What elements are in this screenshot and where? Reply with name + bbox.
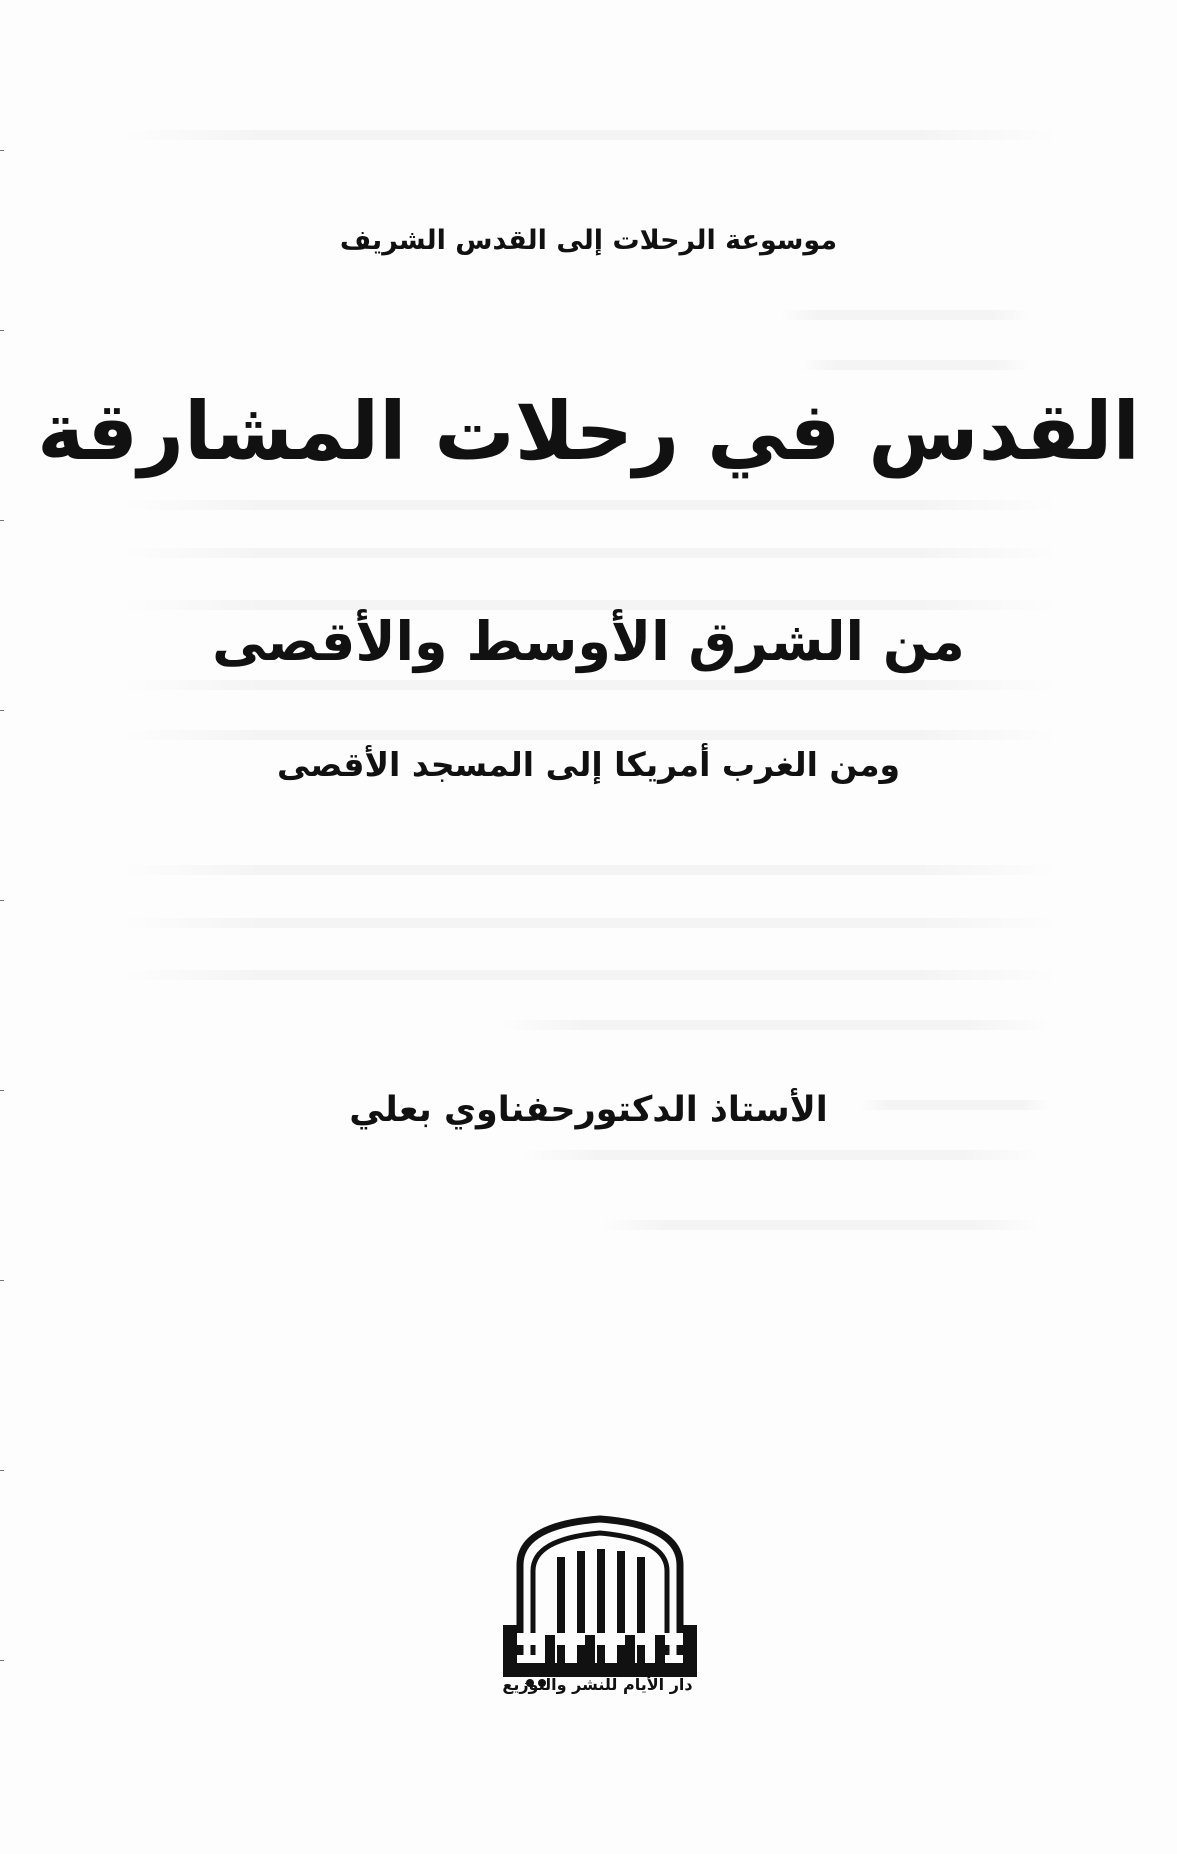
bleed-through-line — [120, 918, 1060, 928]
bleed-through-line — [600, 1220, 1040, 1230]
edge-tick — [0, 1470, 4, 1471]
edge-tick — [0, 330, 4, 331]
bleed-through-line — [800, 360, 1030, 370]
bleed-through-line — [120, 865, 1060, 875]
book-subtitle: من الشرق الأوسط والأقصى — [212, 610, 965, 673]
bleed-through-line — [520, 1150, 1040, 1160]
bleed-through-line — [780, 310, 1030, 320]
publisher-caption: دار الأيام للنشر والتوزيع — [502, 1675, 693, 1694]
series-title: موسوعة الرحلات إلى القدس الشريف — [339, 225, 838, 256]
bleed-through-line — [120, 600, 1060, 610]
book-title: القدس في رحلات المشارقة — [37, 385, 1140, 478]
dar-al-ayyam-logo-icon — [485, 1505, 715, 1695]
author-name: الأستاذ الدكتورحفناوي بعلي — [349, 1090, 828, 1130]
bleed-through-line — [500, 1020, 1050, 1030]
edge-tick — [0, 710, 4, 711]
edge-tick — [0, 520, 4, 521]
bleed-through-line — [120, 500, 1060, 510]
edge-tick — [0, 1280, 4, 1281]
edge-tick — [0, 900, 4, 901]
bleed-through-line — [120, 548, 1060, 558]
bleed-through-line — [120, 680, 1060, 690]
edge-tick — [0, 150, 4, 151]
book-subtitle-secondary: ومن الغرب أمريكا إلى المسجد الأقصى — [276, 745, 901, 784]
bleed-through-line — [120, 970, 1060, 980]
edge-tick — [0, 1660, 4, 1661]
bleed-through-line — [120, 130, 1060, 140]
bleed-through-line — [120, 730, 1060, 740]
